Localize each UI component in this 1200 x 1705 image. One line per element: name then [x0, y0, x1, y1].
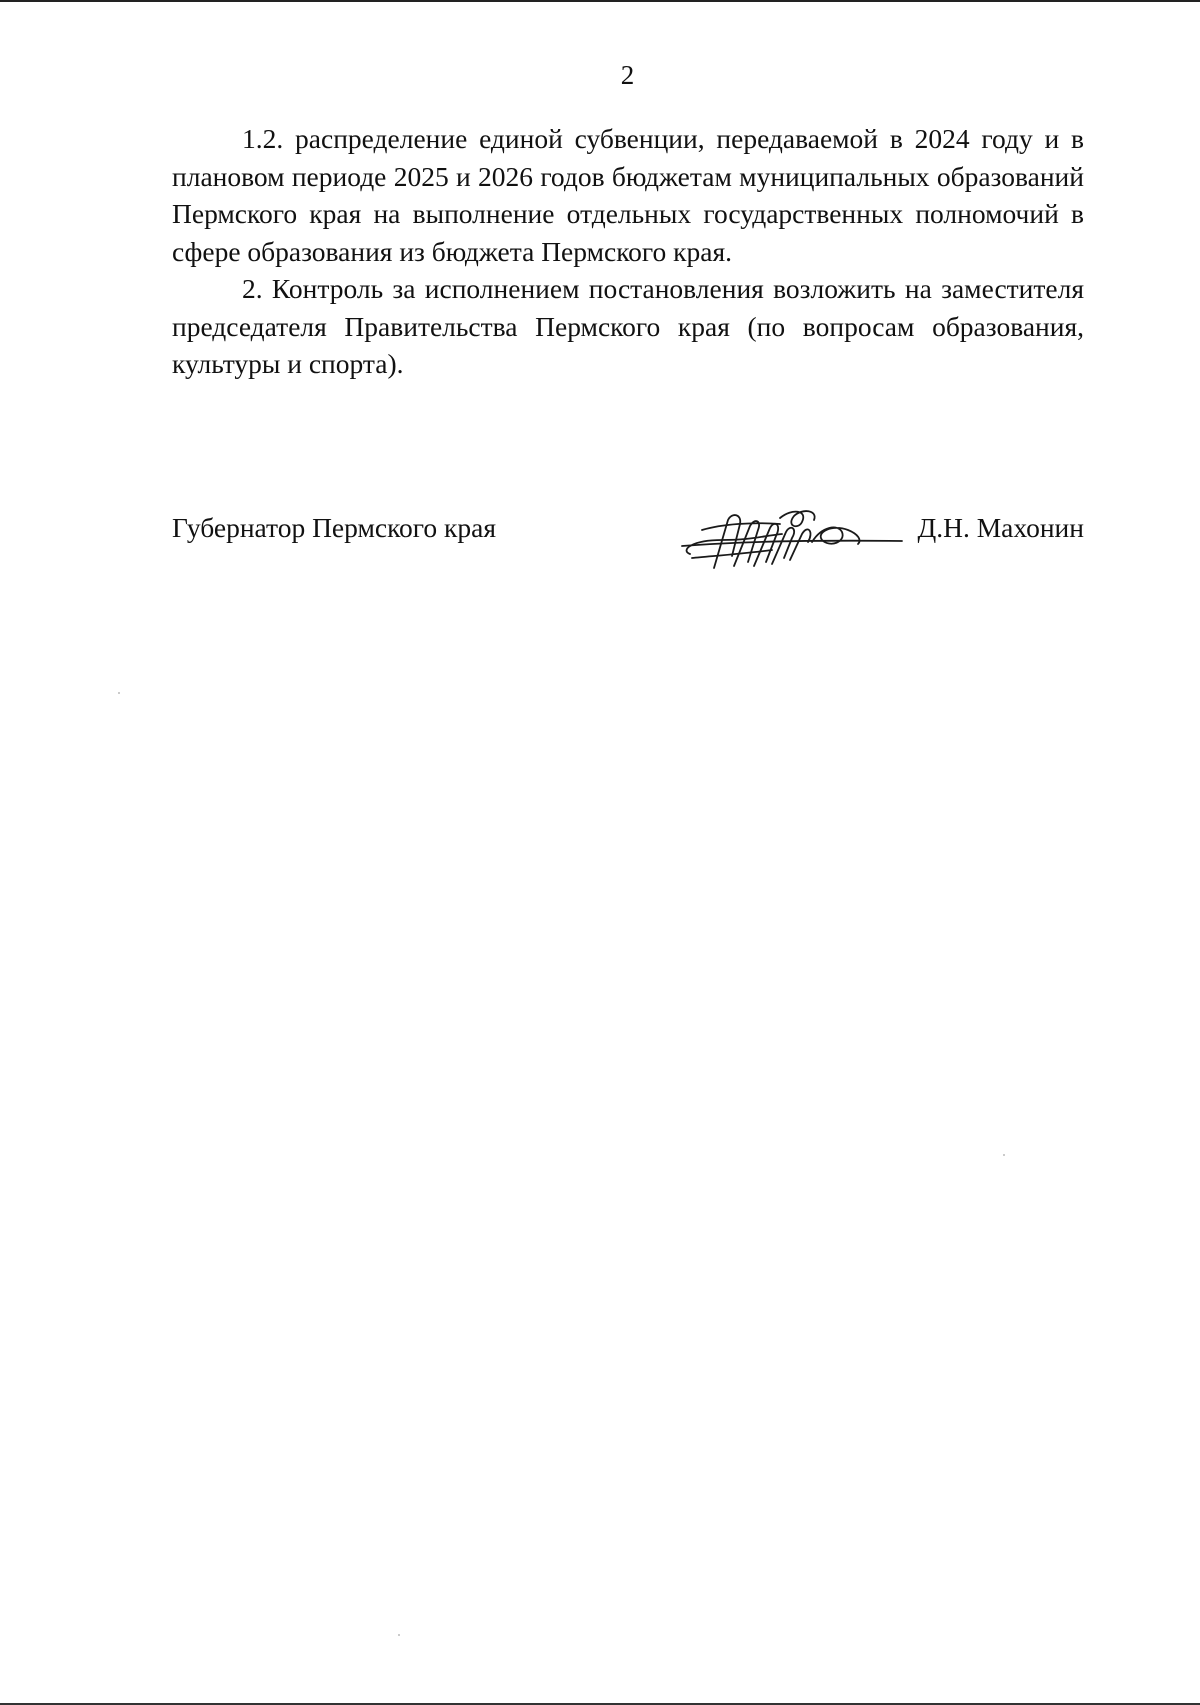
scan-edge-top: [0, 0, 1200, 2]
signer-name: Д.Н. Махонин: [917, 512, 1084, 543]
signer-position: Губернатор Пермского края: [172, 512, 496, 543]
paragraph-2: 2. Контроль за исполнением постановления возложить на заместителя председателя Правительства Пермского края (по вопросам образования, культуры и спорта).: [172, 273, 1084, 379]
paragraph-1-2: 1.2. распределение единой субвенции, передаваемой в 2024 году и в плановом периоде 2025 и 2026 годов бюджетам муниципальных образований Пермского края на выполнение отдельных государственных полномочий в сфере образования из бюджета Пермского края.: [172, 123, 1084, 267]
page-number: 2: [620, 60, 635, 90]
document-body: [172, 120, 1084, 383]
scan-speck: [1003, 1154, 1005, 1156]
scan-speck: [118, 692, 120, 694]
scan-speck: [398, 1634, 400, 1636]
handwritten-signature: [662, 496, 912, 576]
signature-block: [172, 512, 1084, 572]
